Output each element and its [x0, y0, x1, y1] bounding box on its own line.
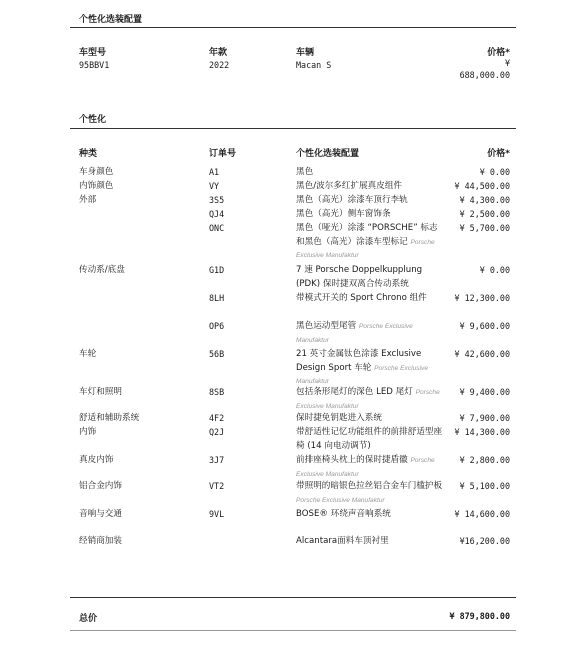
row-description-text: 带照明的暗银色拉丝铝合金车门槛护板 — [296, 481, 443, 491]
personal-section-title: 个性化 — [79, 115, 107, 125]
base-currency: ¥ — [504, 58, 510, 68]
row-order-code: VY — [209, 181, 220, 191]
row-category: 车灯和照明 — [79, 387, 122, 397]
row-category: 真皮内饰 — [79, 455, 114, 465]
row-description — [296, 292, 446, 306]
exclusive-manufaktur-note: Porsche Exclusive Manufaktur — [296, 323, 413, 344]
row-description — [296, 166, 446, 180]
row-category: 经销商加装 — [79, 536, 122, 546]
row-description-text: Alcantara面料车顶衬里 — [296, 536, 389, 546]
row-description-text: 黑色运动型尾管 — [296, 321, 357, 331]
row-description-text: 黑色（哑光）涂漆 “PORSCHE” 标志和黑色（高光）涂漆车型标记 — [296, 223, 438, 247]
col-header-year: 年款 — [209, 48, 228, 58]
row-description — [296, 480, 446, 507]
config-section-title: 个性化选装配置 — [79, 15, 143, 25]
row-order-code: A1 — [209, 167, 220, 177]
row-description-text: 黑色/波尔多红扩展真皮组件 — [296, 181, 403, 191]
row-price: ¥16,200.00 — [459, 536, 510, 546]
row-description-text: 前排座椅头枕上的保时捷盾徽 — [296, 455, 408, 465]
row-description — [296, 454, 446, 481]
row-description — [296, 412, 446, 426]
total-bottom-divider — [70, 630, 516, 631]
row-description-text: 黑色（高光）涂漆车顶行李轨 — [296, 195, 408, 205]
row-order-code: G1D — [209, 265, 225, 275]
row-price: ¥ 0.00 — [479, 167, 510, 177]
row-price: ¥ 14,600.00 — [454, 509, 510, 519]
row-category: 音响与交通 — [79, 509, 122, 519]
section-divider — [70, 27, 516, 28]
row-order-code: 8SB — [209, 387, 225, 397]
row-order-code: 3S5 — [209, 195, 225, 205]
row-order-code: 9VL — [209, 509, 225, 519]
row-price: ¥ 5,100.00 — [459, 481, 510, 491]
row-category: 外部 — [79, 195, 97, 205]
exclusive-manufaktur-note: Porsche Exclusive Manufaktur — [296, 238, 435, 259]
row-description — [296, 535, 446, 549]
model-year: 2022 — [209, 60, 230, 70]
col-header-code: 订单号 — [209, 149, 237, 159]
row-price: ¥ 12,300.00 — [454, 293, 510, 303]
row-description-text: 带模式开关的 Sport Chrono 组件 — [296, 293, 427, 303]
row-price: ¥ 14,300.00 — [454, 427, 510, 437]
total-divider — [70, 597, 516, 598]
row-category: 车身颜色 — [79, 167, 114, 177]
row-description-text: 21 英寸金属钛色涂漆 Exclusive Design Sport 车轮 — [296, 349, 422, 373]
row-order-code: VT2 — [209, 481, 225, 491]
base-price: 688,000.00 — [459, 70, 510, 80]
row-order-code: 4F2 — [209, 413, 225, 423]
exclusive-manufaktur-note: Porsche Exclusive Manufaktur — [296, 389, 440, 410]
row-description — [296, 348, 446, 389]
row-description-text: 黑色 — [296, 167, 314, 177]
model-code: 95BBV1 — [79, 60, 110, 70]
row-price: ¥ 7,900.00 — [459, 413, 510, 423]
exclusive-manufaktur-note: Porsche Exclusive Manufaktur — [296, 364, 429, 385]
section-divider — [70, 128, 516, 129]
col-header-vehicle: 车辆 — [296, 48, 315, 58]
row-description-text: 保时捷免钥匙进入系统 — [296, 413, 382, 423]
row-price: ¥ 42,600.00 — [454, 349, 510, 359]
row-order-code: ONC — [209, 223, 225, 233]
row-category: 铝合金内饰 — [79, 481, 122, 491]
row-description-text: BOSE® 环绕声音响系统 — [296, 509, 391, 519]
row-description — [296, 386, 446, 413]
row-description-text: 7 速 Porsche Doppelkupplung (PDK) 保时捷双离合传动系统 — [296, 265, 423, 289]
col-header-category: 种类 — [79, 149, 98, 159]
row-description — [296, 222, 446, 263]
row-description — [296, 208, 446, 222]
row-description — [296, 508, 446, 522]
exclusive-manufaktur-note: Porsche Exclusive Manufaktur — [296, 457, 435, 478]
row-description — [296, 264, 446, 291]
row-description — [296, 426, 446, 453]
row-price: ¥ 2,800.00 — [459, 455, 510, 465]
col-header-price: 价格* — [487, 149, 510, 159]
row-price: ¥ 9,400.00 — [459, 387, 510, 397]
row-category: 舒适和辅助系统 — [79, 413, 140, 423]
row-order-code: QJ4 — [209, 209, 225, 219]
col-header-config: 个性化选装配置 — [296, 149, 360, 159]
row-order-code: Q2J — [209, 427, 225, 437]
total-price: ¥ 879,800.00 — [449, 611, 510, 621]
total-label: 总价 — [79, 614, 98, 624]
row-order-code: 3J7 — [209, 455, 225, 465]
vehicle-name: Macan S — [296, 60, 332, 70]
row-category: 内饰 — [79, 427, 97, 437]
row-price: ¥ 4,300.00 — [459, 195, 510, 205]
row-description — [296, 194, 446, 208]
col-header-model: 车型号 — [79, 48, 107, 58]
row-description-text: 带舒适性记忆功能组件的前排舒适型座椅 (14 向电动调节) — [296, 427, 443, 451]
row-order-code: OP6 — [209, 321, 225, 331]
row-order-code: 56B — [209, 349, 225, 359]
row-price: ¥ 44,500.00 — [454, 181, 510, 191]
row-category: 车轮 — [79, 349, 97, 359]
row-price: ¥ 9,600.00 — [459, 321, 510, 331]
row-price: ¥ 5,700.00 — [459, 223, 510, 233]
row-category: 传动系/底盘 — [79, 265, 125, 275]
row-category: 内饰颜色 — [79, 181, 114, 191]
exclusive-manufaktur-note: Porsche Exclusive Manufaktur — [296, 496, 385, 504]
row-price: ¥ 2,500.00 — [459, 209, 510, 219]
row-description-text: 包括条形尾灯的深色 LED 尾灯 — [296, 387, 413, 397]
row-order-code: 8LH — [209, 293, 225, 303]
row-description — [296, 180, 446, 194]
row-description-text: 黑色（高光）侧车窗饰条 — [296, 209, 391, 219]
row-price: ¥ 0.00 — [479, 265, 510, 275]
col-header-price: 价格* — [487, 48, 510, 58]
row-description — [296, 320, 446, 347]
